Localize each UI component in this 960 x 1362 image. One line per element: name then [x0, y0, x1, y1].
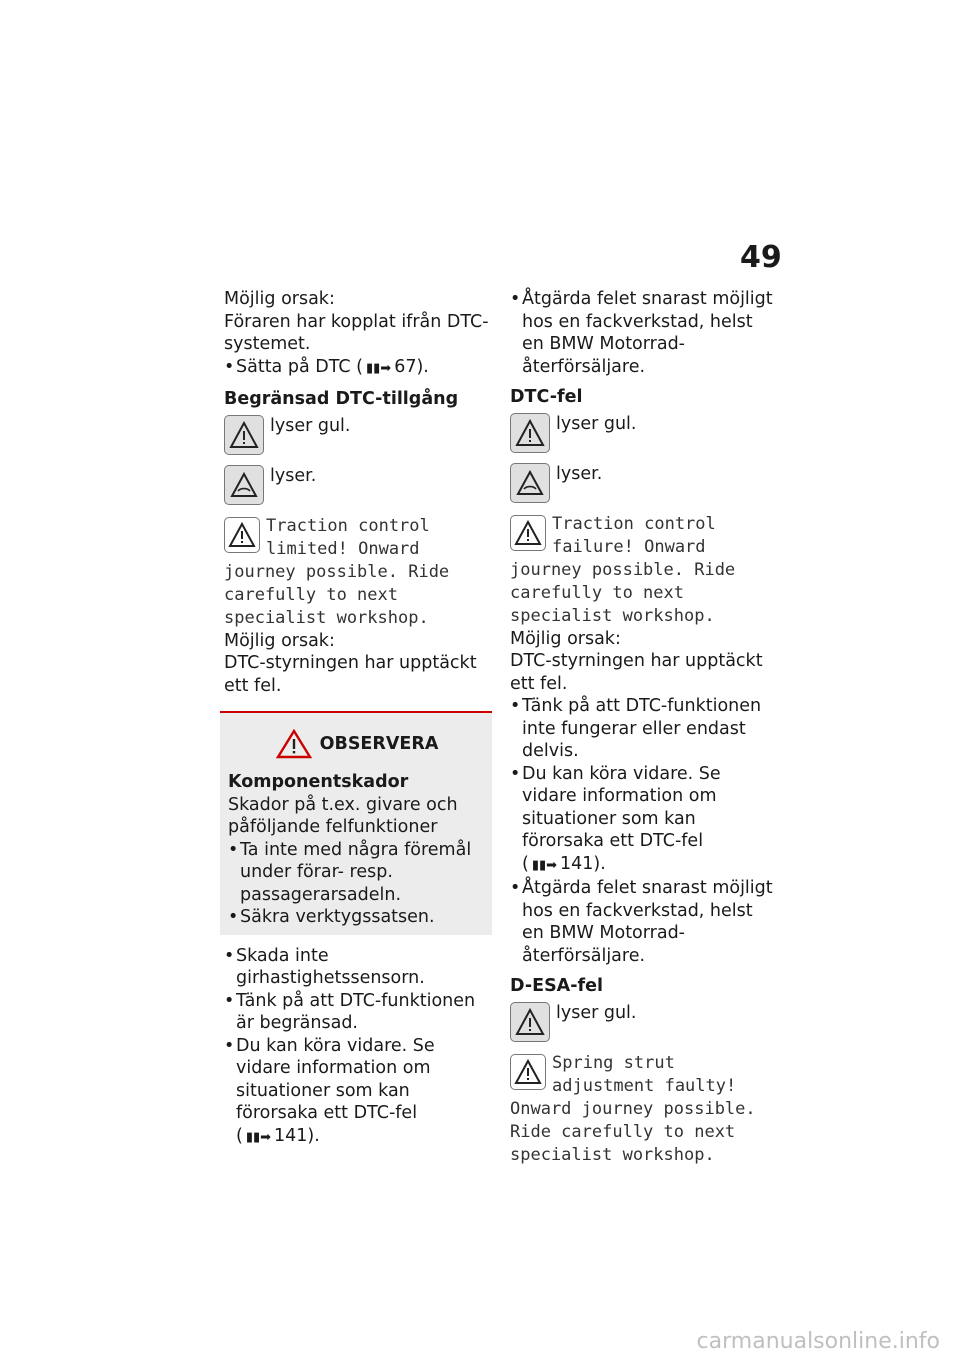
display-message-block	[510, 513, 778, 628]
list-item: • Du kan köra vidare. Se vidare information om situationer som kan förorsaka ett DTC-fel ( ▮▮➡ 141).	[510, 763, 778, 878]
warning-triangle-icon	[224, 415, 264, 455]
page-number: 49	[740, 240, 782, 275]
list-item: • Tänk på att DTC-funktionen inte fungerar eller endast delvis.	[510, 695, 778, 763]
indicator-row	[510, 1002, 778, 1042]
dtc-triangle-icon	[224, 465, 264, 505]
list-item: • Du kan köra vidare. Se vidare information om situationer som kan förorsaka ett DTC-fel ( ▮▮➡ 141).	[224, 1035, 492, 1150]
indicator-text: lyser gul.	[556, 1002, 637, 1023]
display-message: Traction control limited! Onward journey possible. Ride carefully to next specialist workshop.	[224, 515, 450, 628]
indicator-row	[224, 415, 492, 455]
list-item: • Sätta på DTC ( ▮▮➡ 67).	[224, 356, 492, 381]
section-heading-desa-fault: D-ESA-fel	[510, 976, 603, 996]
display-message-block	[224, 515, 492, 630]
warning-triangle-icon	[510, 413, 550, 453]
section-heading-limited-dtc: Begränsad DTC-tillgång	[224, 389, 459, 409]
warning-triangle-icon	[510, 1002, 550, 1042]
warning-display-icon	[510, 515, 546, 551]
indicator-text: lyser gul.	[556, 413, 637, 434]
cause-label: Möjlig orsak:	[224, 289, 335, 309]
indicator-text: lyser.	[270, 465, 317, 486]
notice-text: Skador på t.ex. givare och påföljande felfunktioner	[228, 794, 458, 837]
cause-text: DTC-styrningen har upptäckt ett fel.	[224, 653, 477, 696]
left-column	[224, 288, 492, 1149]
notice-subtitle: Komponentskador	[228, 772, 409, 792]
display-message-block	[510, 1052, 778, 1167]
indicator-row	[510, 413, 778, 453]
list-item: • Åtgärda felet snarast möjligt hos en fackverkstad, helst en BMW Motorrad-återförsäljare.	[510, 288, 778, 378]
display-message: Traction control failure! Onward journey possible. Ride carefully to next specialist workshop.	[510, 513, 736, 626]
display-message: Spring strut adjustment faulty! Onward journey possible. Ride carefully to next specialist workshop.	[510, 1052, 756, 1165]
list-item: • Ta inte med några föremål under förar- resp. passagerarsadeln.	[228, 839, 486, 907]
page-ref-arrow-icon: ▮▮➡	[531, 857, 558, 873]
cause-text: Föraren har kopplat ifrån DTC-systemet.	[224, 311, 489, 354]
watermark: carmanualsonline.info	[696, 1329, 940, 1354]
indicator-row	[224, 465, 492, 505]
indicator-text: lyser.	[556, 463, 603, 484]
list-item: • Tänk på att DTC-funktionen är begränsad.	[224, 990, 492, 1035]
section-heading-dtc-fault: DTC-fel	[510, 387, 583, 407]
indicator-text: lyser gul.	[270, 415, 351, 436]
notice-box	[220, 711, 492, 935]
list-item: • Säkra verktygssatsen.	[228, 906, 486, 929]
right-column	[510, 288, 778, 1167]
cause-label: Möjlig orsak:	[510, 628, 621, 649]
indicator-row	[510, 463, 778, 503]
dtc-display-icon	[224, 517, 260, 553]
page-ref-arrow-icon: ▮▮➡	[366, 360, 392, 376]
warning-icon	[276, 729, 312, 759]
dtc-triangle-icon	[510, 463, 550, 503]
notice-title: OBSERVERA	[228, 729, 486, 759]
list-item: • Skada inte girhastighetssensorn.	[224, 945, 492, 990]
cause-label: Möjlig orsak:	[224, 630, 335, 651]
warning-display-icon	[510, 1054, 546, 1090]
list-item: • Åtgärda felet snarast möjligt hos en fackverkstad, helst en BMW Motorrad-återförsäljare.	[510, 877, 778, 967]
page-ref-arrow-icon: ▮▮➡	[245, 1129, 272, 1145]
cause-text: DTC-styrningen har upptäckt ett fel.	[510, 651, 763, 694]
